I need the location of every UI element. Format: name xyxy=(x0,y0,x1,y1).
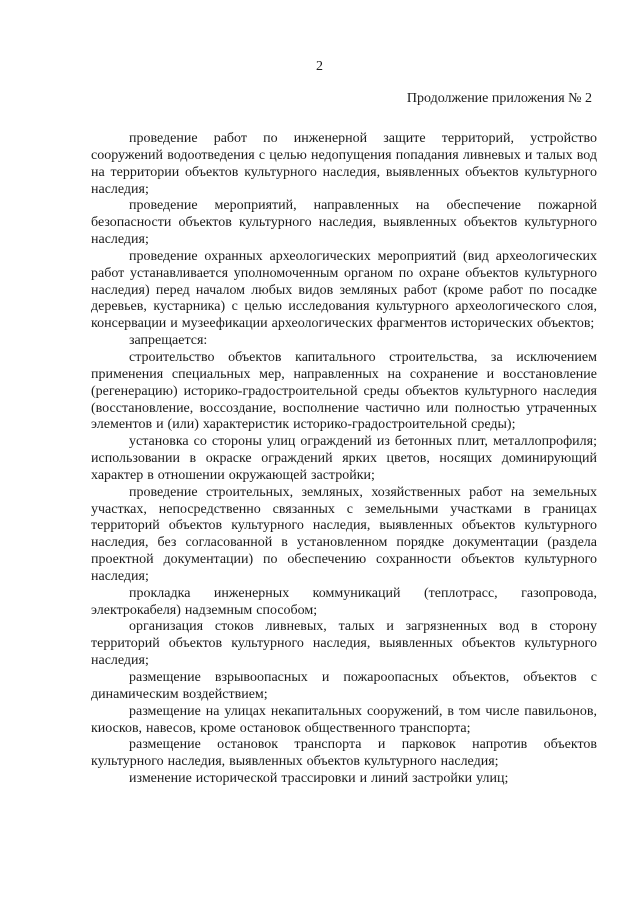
paragraph: установка со стороны улиц ограждений из бетонных плит, металлопрофиля; использовании в окраске ограждений ярких цветов, носящих доминирующий характер в отношении окружающей застройки; xyxy=(91,434,597,483)
document-body xyxy=(91,131,597,788)
paragraph: проведение работ по инженерной защите территорий, устройство сооружений водоотведения с целью недопущения попадания ливневых и талых вод на территории объектов культурного наследия, выявленных объектов культурного наследия; xyxy=(91,131,597,197)
paragraph: запрещается: xyxy=(129,333,208,349)
paragraph: организация стоков ливневых, талых и загрязненных вод в сторону территорий объектов культурного наследия, выявленных объектов культурного наследия; xyxy=(91,619,597,669)
paragraph: изменение исторической трассировки и линий застройки улиц; xyxy=(129,771,509,787)
paragraph: проведение мероприятий, направленных на обеспечение пожарной безопасности объектов культурного наследия, выявленных объектов культурного наследия; xyxy=(91,198,597,248)
paragraph: размещение взрывоопасных и пожароопасных объектов, объектов с динамическим воздействием; xyxy=(91,670,597,702)
appendix-continuation-header: Продолжение приложения № 2 xyxy=(406,91,592,106)
paragraph: проведение охранных археологических мероприятий (вид археологических работ устанавливается уполномоченным органом по охране объектов культурного наследия) перед началом любых видов земляных работ (кроме работ по посадке деревьев, кустарника) с целью исследования культурного археологического слоя, консервации и музеефикации археологических фрагментов исторических объектов; xyxy=(91,248,597,332)
paragraph: строительство объектов капитального строительства, за исключением применения специальных мер, направленных на сохранение и восстановление (регенерацию) историко-градостроительной среды объектов культурного наследия (восстановление, воссоздание, восполнение частично или полностью утраченных элементов и (или) характеристик историко-градостроительной среды); xyxy=(91,349,597,433)
page-number: 2 xyxy=(316,59,323,74)
paragraph: размещение на улицах некапитальных сооружений, в том числе павильонов, киосков, навесов, кроме остановок общественного транспорта; xyxy=(91,703,597,736)
paragraph: прокладка инженерных коммуникаций (теплотрасс, газопровода, электрокабеля) надземным способом; xyxy=(91,585,597,618)
paragraph: проведение строительных, земляных, хозяйственных работ на земельных участках, непосредственно связанных с земельными участками в границах территорий объектов культурного наследия, выявленных объектов культурного наследия, без согласованной в установленном порядке документации (раздела проектной документации) по обеспечению сохранности объектов культурного наследия; xyxy=(91,484,597,584)
paragraph: размещение остановок транспорта и парковок напротив объектов культурного наследия, выявленных объектов культурного наследия; xyxy=(91,737,597,770)
